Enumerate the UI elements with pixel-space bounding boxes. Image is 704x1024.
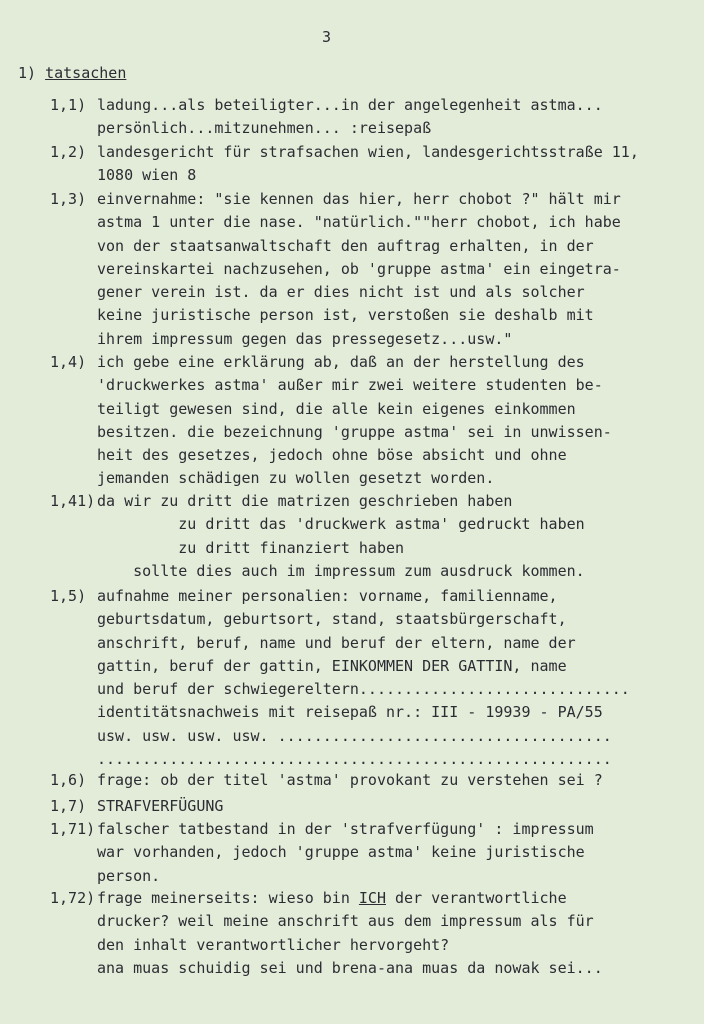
text-line: da wir zu dritt die matrizen geschrieben haben bbox=[97, 492, 513, 510]
emphasized-word: ICH bbox=[358, 889, 386, 907]
item-number: 1,5) bbox=[50, 587, 87, 605]
item-text bbox=[97, 769, 603, 792]
item-text bbox=[97, 818, 594, 888]
text-line: identitätsnachweis mit reisepaß nr.: III - 19939 - PA/55 bbox=[97, 703, 603, 722]
text-line: besitzen. die bezeichnung 'gruppe astma' sei in unwissen- bbox=[97, 422, 612, 441]
section-number: 1) bbox=[18, 64, 37, 82]
item-number: 1,4) bbox=[50, 353, 87, 371]
item-text bbox=[97, 188, 621, 351]
text-line: und beruf der schwiegereltern.............................. bbox=[97, 680, 630, 699]
page-number: 3 bbox=[322, 28, 332, 46]
item-number: 1,71) bbox=[50, 820, 96, 838]
text-line: zu dritt finanziert haben bbox=[97, 538, 405, 557]
item-text bbox=[97, 490, 585, 583]
item-text bbox=[97, 351, 612, 491]
text-line: STRAFVERFÜGUNG bbox=[97, 797, 224, 815]
text-line: heit des gesetzes, jedoch ohne böse absicht und ohne bbox=[97, 446, 567, 465]
item-text bbox=[97, 141, 639, 188]
text-line: teiligt gewesen sind, die alle kein eigenes einkommen bbox=[97, 399, 576, 418]
text-line: einvernahme: "sie kennen das hier, herr chobot ?" hält mir bbox=[97, 190, 621, 208]
text-line: ana muas schuidig sei und brena-ana muas da nowak sei... bbox=[97, 958, 603, 977]
text-line: aufnahme meiner personalien: vorname, familienname, bbox=[97, 587, 558, 605]
item-text bbox=[97, 887, 603, 980]
text-line: frage: ob der titel 'astma' provokant zu verstehen sei ? bbox=[97, 771, 603, 789]
text-line: drucker? weil meine anschrift aus dem impressum als für bbox=[97, 912, 594, 931]
text-line: falscher tatbestand in der 'strafverfügung' : impressum bbox=[97, 820, 594, 838]
text-line: jemanden schädigen zu wollen gesetzt worden. bbox=[97, 469, 495, 488]
item-number: 1,3) bbox=[50, 190, 87, 208]
item-text bbox=[97, 585, 630, 771]
text-line: geburtsdatum, geburtsort, stand, staatsbürgerschaft, bbox=[97, 610, 567, 629]
text-line: vereinskartei nachzusehen, ob 'gruppe astma' ein eingetra- bbox=[97, 259, 621, 278]
text-line: den inhalt verantwortlicher hervorgeht? bbox=[97, 935, 450, 954]
text-line: zu dritt das 'druckwerk astma' gedruckt haben bbox=[97, 515, 585, 534]
item-number: 1,41) bbox=[50, 492, 96, 510]
text-line: ihrem impressum gegen das pressegesetz...usw." bbox=[97, 329, 513, 348]
item-number: 1,72) bbox=[50, 889, 96, 907]
text-line: war vorhanden, jedoch 'gruppe astma' keine juristische bbox=[97, 843, 585, 862]
item-number: 1,6) bbox=[50, 771, 87, 789]
section-heading bbox=[18, 64, 126, 82]
text-line: usw. usw. usw. usw. ..................................... bbox=[97, 726, 612, 745]
text-line: gener verein ist. da er dies nicht ist und als solcher bbox=[97, 283, 585, 302]
section-title: tatsachen bbox=[45, 64, 127, 82]
text-line: sollte dies auch im impressum zum ausdruck kommen. bbox=[97, 561, 585, 580]
text-line: person. bbox=[97, 866, 161, 885]
item-text bbox=[97, 795, 223, 818]
text-line: persönlich...mitzunehmen... :reisepaß bbox=[97, 119, 432, 138]
item-number: 1,2) bbox=[50, 143, 87, 161]
text-line: frage meinerseits: wieso bin ICH der verantwortliche bbox=[97, 889, 567, 907]
text-line: astma 1 unter die nase. "natürlich.""herr chobot, ich habe bbox=[97, 213, 621, 232]
text-line: 1080 wien 8 bbox=[97, 166, 197, 185]
item-text bbox=[97, 94, 603, 141]
text-line: 'druckwerkes astma' außer mir zwei weitere studenten be- bbox=[97, 376, 603, 395]
text-line: ladung...als beteiligter...in der angelegenheit astma... bbox=[97, 96, 603, 114]
text-line: ich gebe eine erklärung ab, daß an der herstellung des bbox=[97, 353, 585, 371]
text-line: ......................................................... bbox=[97, 750, 612, 769]
text-line: gattin, beruf der gattin, EINKOMMEN DER GATTIN, name bbox=[97, 656, 567, 675]
item-number: 1,1) bbox=[50, 96, 87, 114]
item-number: 1,7) bbox=[50, 797, 87, 815]
text-line: keine juristische person ist, verstoßen sie deshalb mit bbox=[97, 306, 594, 325]
text-line: von der staatsanwaltschaft den auftrag erhalten, in der bbox=[97, 236, 594, 255]
text-line: anschrift, beruf, name und beruf der eltern, name der bbox=[97, 633, 576, 652]
text-line: landesgericht für strafsachen wien, landesgerichtsstraße 11, bbox=[97, 143, 639, 161]
